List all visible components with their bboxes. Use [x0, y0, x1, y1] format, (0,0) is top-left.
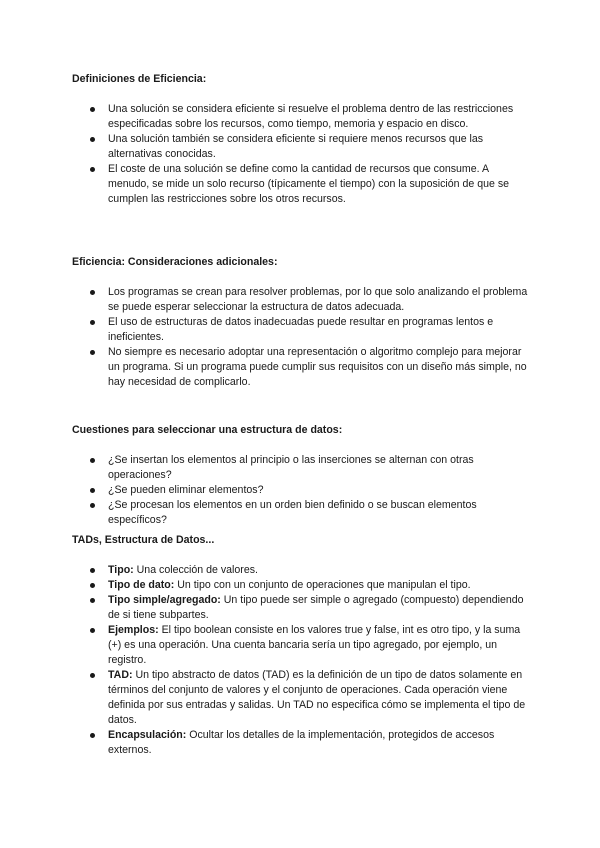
section-tads [72, 533, 532, 758]
bullet-icon [90, 583, 95, 588]
section-cuestiones-estructura [72, 423, 532, 528]
list-item [72, 102, 532, 132]
section-heading: Eficiencia: Consideraciones adicionales: [72, 256, 278, 268]
bullet-icon [90, 107, 95, 112]
list-item-term: Ejemplos: [108, 624, 159, 636]
bullet-icon [90, 673, 95, 678]
list-item-term: Tipo: [108, 564, 134, 576]
list-item-text: Los programas se crean para resolver problemas, por lo que solo analizando el problema se puede esperar seleccionar la estructura de datos adecuada. [108, 286, 528, 313]
bullet-list [72, 102, 532, 207]
bullet-icon [90, 488, 95, 493]
list-item [72, 315, 532, 345]
list-item-text: ¿Se insertan los elementos al principio o las inserciones se alternan con otras operaciones? [108, 454, 474, 481]
list-item-text: ¿Se procesan los elementos en un orden bien definido o se buscan elementos específicos? [108, 499, 477, 526]
list-item [72, 728, 532, 758]
section-eficiencia-consideraciones [72, 255, 532, 390]
bullet-list [72, 285, 532, 390]
list-item-text: ¿Se pueden eliminar elementos? [108, 484, 264, 496]
list-item [72, 578, 532, 593]
bullet-list [72, 453, 532, 528]
list-item-term: TAD: [108, 669, 133, 681]
section-eficiencia-definiciones [72, 72, 532, 207]
list-item-text: Una solución también se considera eficiente si requiere menos recursos que las alternativas conocidas. [108, 133, 484, 160]
list-item [72, 285, 532, 315]
section-heading: Definiciones de Eficiencia: [72, 73, 207, 85]
list-item-text: El uso de estructuras de datos inadecuadas puede resultar en programas lentos e ineficientes. [108, 316, 494, 343]
bullet-icon [90, 568, 95, 573]
list-item [72, 132, 532, 162]
bullet-icon [90, 598, 95, 603]
list-item [72, 593, 532, 623]
bullet-list [72, 563, 532, 758]
section-heading: TADs, Estructura de Datos... [72, 534, 215, 546]
bullet-icon [90, 503, 95, 508]
list-item [72, 162, 532, 207]
bullet-icon [90, 350, 95, 355]
list-item-text: Ocultar los detalles de la implementación, protegidos de accesos externos. [108, 729, 495, 756]
list-item [72, 623, 532, 668]
bullet-icon [90, 628, 95, 633]
list-item [72, 345, 532, 390]
list-item-text: El tipo boolean consiste en los valores true y false, int es otro tipo, y la suma (+) es una operación. Una cuenta bancaria sería un tipo agregado, por ejemplo, un registro. [108, 624, 521, 666]
list-item-text: Un tipo puede ser simple o agregado (compuesto) dependiendo de si tiene subpartes. [108, 594, 524, 621]
list-item [72, 668, 532, 728]
list-item [72, 483, 532, 498]
list-item-text: Un tipo con un conjunto de operaciones que manipulan el tipo. [174, 579, 471, 591]
list-item-text: Un tipo abstracto de datos (TAD) es la definición de un tipo de datos solamente en términos del conjunto de valores y el conjunto de operaciones. Cada operación viene definida por sus entradas y salidas. Un TAD no especifica cómo se implementa el tipo de datos. [108, 669, 526, 726]
bullet-icon [90, 137, 95, 142]
list-item-text: No siempre es necesario adoptar una representación o algoritmo complejo para mejorar un programa. Si un programa puede cumplir sus requisitos con un diseño más simple, no hay necesidad de complicarlo. [108, 346, 527, 388]
list-item [72, 563, 532, 578]
list-item [72, 498, 532, 528]
list-item-text: Una colección de valores. [133, 564, 258, 576]
bullet-icon [90, 320, 95, 325]
list-item-term: Tipo de dato: [108, 579, 175, 591]
section-heading: Cuestiones para seleccionar una estructura de datos: [72, 424, 343, 436]
list-item-term: Tipo simple/agregado: [108, 594, 221, 606]
bullet-icon [90, 167, 95, 172]
list-item-text: El coste de una solución se define como la cantidad de recursos que consume. A menudo, se mide un solo recurso (típicamente el tiempo) con la suposición de que se cumplen las restricciones sobre los otros recursos. [108, 163, 510, 205]
bullet-icon [90, 290, 95, 295]
bullet-icon [90, 733, 95, 738]
list-item-text: Una solución se considera eficiente si resuelve el problema dentro de las restricciones especificadas sobre los recursos, como tiempo, memoria y espacio en disco. [108, 103, 514, 130]
list-item-term: Encapsulación: [108, 729, 187, 741]
bullet-icon [90, 458, 95, 463]
list-item [72, 453, 532, 483]
